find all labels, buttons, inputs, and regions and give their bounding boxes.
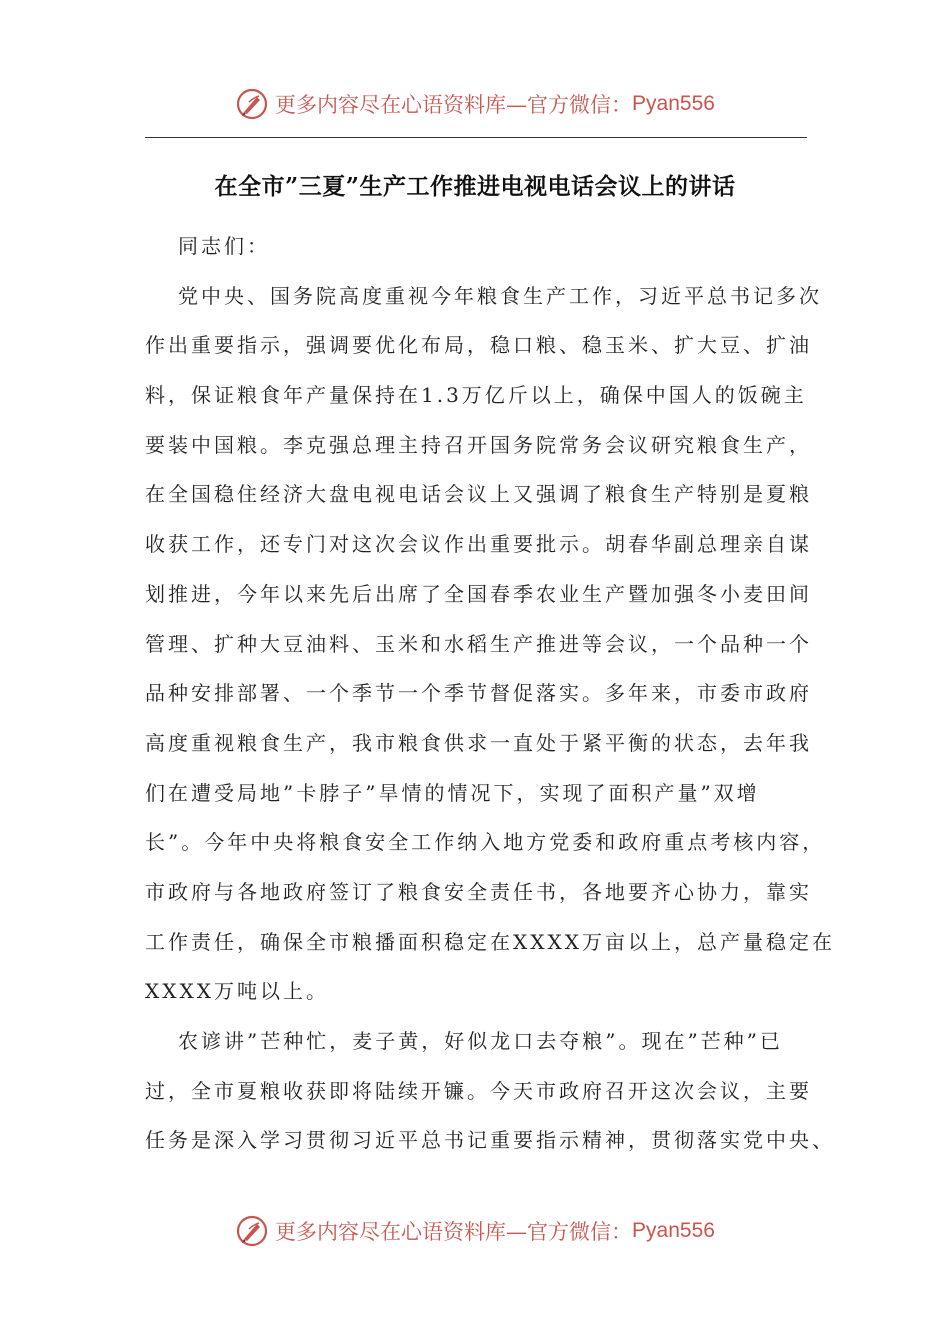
- text-line: 市政府与各地政府签订了粮食安全责任书，各地要齐心协力，靠实: [145, 879, 812, 904]
- text-line: 管理、扩种大豆油料、玉米和水稻生产推进等会议，一个品种一个: [145, 631, 812, 656]
- text-line: 过，全市夏粮收获即将陆续开镰。今天市政府召开这次会议，主要: [145, 1078, 812, 1103]
- text-line: 在全国稳住经济大盘电视电话会议上又强调了粮食生产特别是夏粮: [145, 482, 812, 507]
- text-line: 划推进，今年以来先后出席了全国春季农业生产暨加强冬小麦田间: [145, 581, 812, 606]
- text-line: 任务是深入学习贯彻习近平总书记重要指示精神，贯彻落实党中央、: [145, 1128, 835, 1153]
- pen-logo-icon: [235, 87, 269, 121]
- text-line: 同志们：: [178, 234, 270, 258]
- text-line: 农谚讲”芒种忙，麦子黄，好似龙口去夺粮”。现在”芒种”已: [178, 1029, 783, 1053]
- text-line: 品种安排部署、一个季节一个季节督促落实。多年来，市委市政府: [145, 681, 812, 706]
- text-line: 料，保证粮食年产量保持在1.3万亿斤以上，确保中国人的饭碗主: [145, 383, 807, 408]
- document-body: [145, 229, 835, 1173]
- header-divider: [145, 137, 807, 138]
- document-title: 在全市”三夏”生产工作推进电视电话会议上的讲话: [214, 173, 736, 200]
- banner-text: 更多内容尽在心语资料库—官方微信：: [275, 1220, 633, 1244]
- text-line: 们在遭受局地”卡脖子”旱情的情况下，实现了面积产量”双增: [145, 780, 760, 805]
- text-line: 高度重视粮食生产，我市粮食供求一直处于紧平衡的状态，去年我: [145, 730, 812, 755]
- text-line: 工作责任，确保全市粮播面积稳定在XXXX万亩以上，总产量稳定在: [145, 929, 835, 954]
- text-line: 长”。今年中央将粮食安全工作纳入地方党委和政府重点考核内容，: [145, 830, 826, 855]
- header-banner: [0, 84, 950, 124]
- banner-text: 更多内容尽在心语资料库—官方微信：: [275, 93, 633, 117]
- wechat-id: Pyan556: [632, 1219, 715, 1242]
- text-line: XXXX万吨以上。: [145, 979, 329, 1004]
- text-line: 要装中国粮。李克强总理主持召开国务院常务会议研究粮食生产，: [145, 432, 812, 457]
- text-line: 作出重要指示，强调要优化布局，稳口粮、稳玉米、扩大豆、扩油: [145, 333, 812, 358]
- pen-logo-icon: [235, 1214, 269, 1248]
- text-line: 党中央、国务院高度重视今年粮食生产工作，习近平总书记多次: [178, 283, 822, 308]
- text-line: 收获工作，还专门对这次会议作出重要批示。胡春华副总理亲自谋: [145, 532, 812, 557]
- wechat-id: Pyan556: [632, 92, 715, 115]
- footer-banner: [0, 1211, 950, 1251]
